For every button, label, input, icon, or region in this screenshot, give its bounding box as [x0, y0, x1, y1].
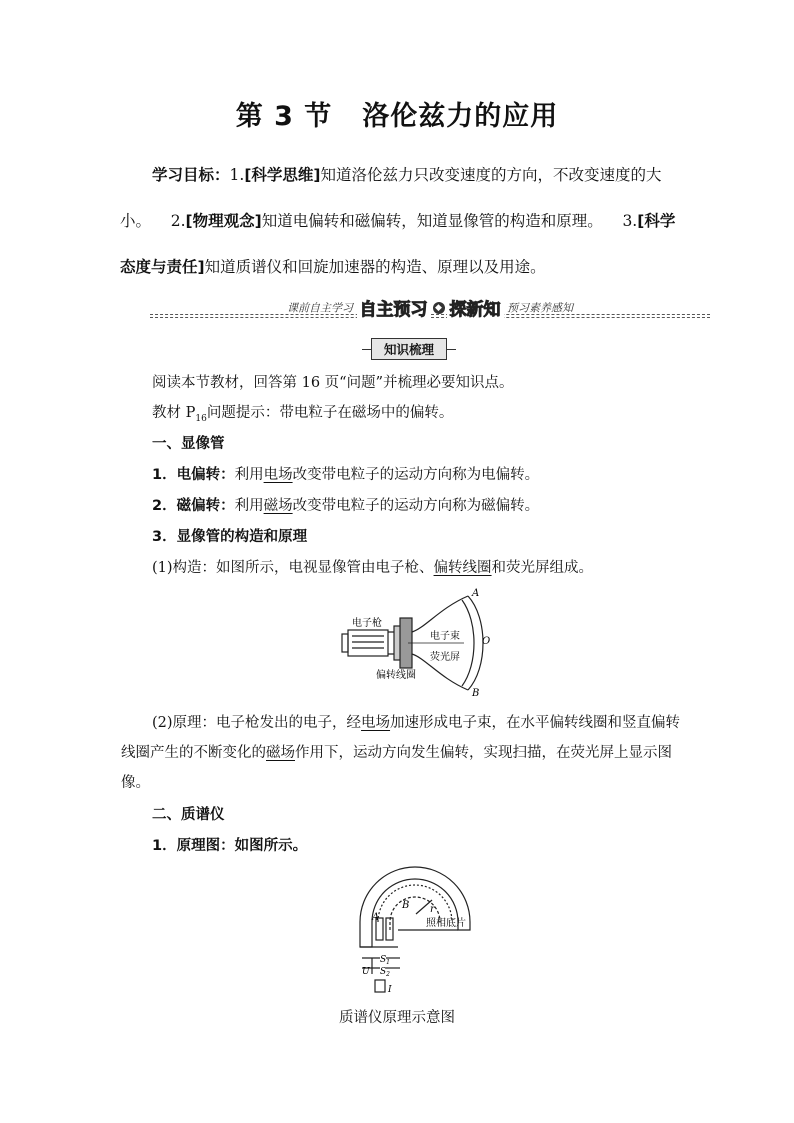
sec1-principle: (2)原理：电子枪发出的电子，经电场加速形成电子束，在水平偏转线圈和竖直偏转线圈产生的不断变化的磁场作用下，运动方向发生偏转，实现扫描，在荧光屏上显示图像。: [121, 715, 681, 791]
sec1-structure: (1)构造：如图所示，电视显像管由电子枪、偏转线圈和荧光屏组成。: [152, 560, 594, 576]
page-title: 第 3 节 洛伦兹力的应用: [235, 101, 559, 132]
label-a: A: [472, 588, 480, 599]
sec2-item-1: 1．原理图：如图所示。: [152, 838, 308, 854]
heading-sec1: 一、显像管: [152, 436, 225, 452]
figure-caption: 质谱仪原理示意图: [339, 1010, 455, 1026]
label-screen: 荧光屏: [430, 652, 460, 663]
banner-main-text: 自主预习: [357, 300, 431, 320]
banner-pre-text: 课前自主学习: [287, 301, 353, 315]
banner-main-text-2: 探新知: [447, 300, 504, 320]
label-b: B: [472, 688, 480, 698]
label-o: O: [482, 636, 491, 647]
mass-spectrometer-diagram: [350, 862, 480, 1002]
label-film: 照相底片: [426, 918, 466, 929]
label-i: I: [388, 985, 392, 995]
label-r: r: [430, 904, 435, 915]
section-banner: [150, 292, 710, 318]
label-s2: $S_2$: [380, 967, 390, 978]
sec1-item-2: 2．磁偏转：利用磁场改变带电粒子的运动方向称为磁偏转。: [152, 498, 540, 514]
label-coil: 偏转线圈: [376, 670, 416, 681]
intro-line-1: 阅读本节教材，回答第 16 页“问题”并梳理必要知识点。: [152, 375, 514, 391]
label-s1: $S_1$: [380, 955, 390, 966]
label-a: A: [372, 912, 380, 923]
sec1-item-3: 3．显像管的构造和原理: [152, 529, 308, 545]
label-b: B: [402, 900, 410, 911]
label-u: U: [362, 967, 370, 977]
intro-line-2: 教材 $P_{16}$问题提示：带电粒子在磁场中的偏转。: [152, 405, 454, 424]
label-gun: 电子枪: [352, 618, 382, 629]
knowledge-tag: 知识梳理: [371, 338, 447, 360]
sec1-item-1: 1．电偏转：利用电场改变带电粒子的运动方向称为电偏转。: [152, 467, 540, 483]
banner-dot-icon: ◆: [433, 302, 445, 314]
heading-sec2: 二、质谱仪: [152, 807, 225, 823]
learning-objectives: 学习目标：1.[科学思维]知道洛伦兹力只改变速度的方向，不改变速度的大小。 2.[物理观念]知道电偏转和磁偏转，知道显像管的构造和原理。 3.[科学态度与责任]知道质谱仪和回旋加速器的构造、原理以及用途。: [120, 166, 676, 276]
crt-diagram: [340, 588, 500, 698]
label-beam: 电子束: [430, 631, 460, 642]
banner-post-text: 预习素养感知: [507, 301, 573, 315]
